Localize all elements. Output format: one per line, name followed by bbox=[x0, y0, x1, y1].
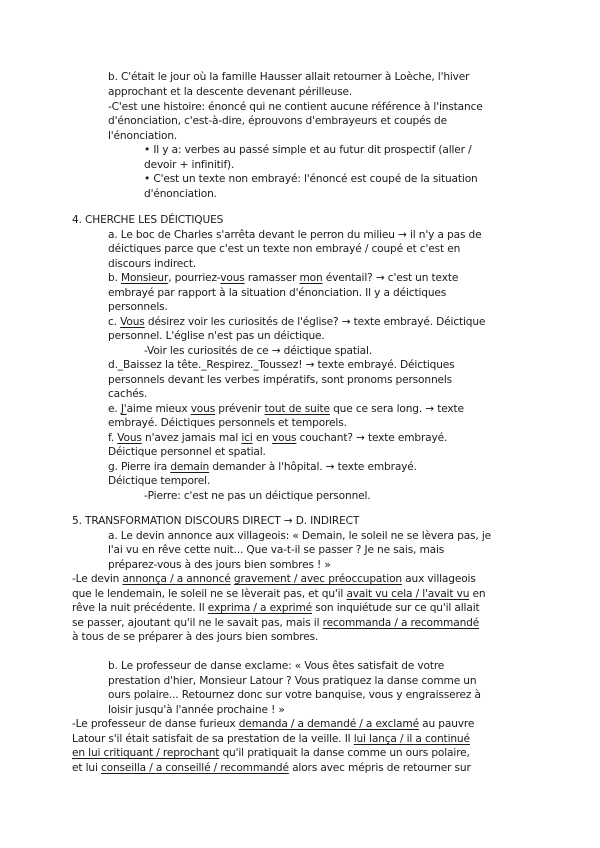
bullet-line: • Il y a: verbes au passé simple et au futur dit prospectif (aller / bbox=[144, 144, 472, 156]
text-line: déictiques parce que c'est un texte non embrayé / coupé et c'est en bbox=[108, 243, 461, 255]
text-line: d'énonciation. bbox=[144, 188, 217, 200]
section-heading: 5. TRANSFORMATION DISCOURS DIRECT → D. INDIRECT bbox=[72, 515, 360, 527]
text-line: que le lendemain, le soleil ne se lèverait pas, et qu'il avait vu cela / l'avait vu en bbox=[72, 588, 486, 600]
text-line: -Pierre: c'est ne pas un déictique personnel. bbox=[144, 490, 371, 502]
text-line: devoir + infinitif). bbox=[144, 159, 235, 171]
text-line: -Le professeur de danse furieux demanda / a demandé / a exclamé au pauvre bbox=[72, 718, 475, 730]
text-line: d'énonciation, c'est-à-dire, éprouvons d'embrayeurs et coupés de bbox=[108, 115, 447, 127]
text-line: d._Baissez la tête._Respirez._Toussez! → texte embrayé. Déictiques bbox=[108, 359, 455, 371]
text-line: -C'est une histoire: énoncé qui ne contient aucune référence à l'instance bbox=[108, 101, 483, 113]
text-line: b. Monsieur, pourriez-vous ramasser mon éventail? → c'est un texte bbox=[108, 272, 459, 284]
text-line: a. Le boc de Charles s'arrêta devant le perron du milieu → il n'y a pas de bbox=[108, 229, 482, 241]
text-line: Déictique temporel. bbox=[108, 475, 211, 487]
text-line: a. Le devin annonce aux villageois: « Demain, le soleil ne se lèvera pas, je bbox=[108, 530, 492, 542]
section-heading: 4. CHERCHE LES DÉICTIQUES bbox=[72, 214, 224, 226]
text-line: rêve la nuit précédente. Il exprima / a exprimé son inquiétude sur ce qu'il allait bbox=[72, 602, 480, 614]
text-line: à tous de se préparer à des jours bien sombres. bbox=[72, 631, 319, 643]
text-line: e. J'aime mieux vous prévenir tout de suite que ce sera long. → texte bbox=[108, 403, 464, 415]
text-line: cachés. bbox=[108, 388, 148, 400]
text-line: Déictique personnel et spatial. bbox=[108, 446, 266, 458]
text-line: -Le devin annonça / a annoncé gravement / avec préoccupation aux villageois bbox=[72, 573, 476, 585]
text-line: -Voir les curiosités de ce → déictique spatial. bbox=[144, 345, 373, 357]
text-line: f. Vous n'avez jamais mal ici en vous couchant? → texte embrayé. bbox=[108, 432, 448, 444]
text-line: préparez-vous à des jours bien sombres ! » bbox=[108, 559, 331, 571]
text-line: l'énonciation. bbox=[108, 130, 178, 142]
text-line: loisir jusqu'à l'année prochaine ! » bbox=[108, 704, 285, 716]
text-line: g. Pierre ira demain demander à l'hôpital. → texte embrayé. bbox=[108, 461, 417, 473]
text-line: prestation d'hier, Monsieur Latour ? Vous pratiquez la danse comme un bbox=[108, 675, 477, 687]
text-line: et lui conseilla / a conseillé / recommandé alors avec mépris de retourner sur bbox=[72, 762, 471, 774]
text-line: se passer, ajoutant qu'il ne le savait pas, mais il recommanda / a recommandé bbox=[72, 617, 480, 629]
text-line: personnels devant les verbes impératifs, sont pronoms personnels bbox=[108, 374, 453, 386]
text-line: Latour s'il était satisfait de sa prestation de la veille. Il lui lança / il a continué bbox=[72, 733, 470, 745]
text-line: l'ai vu en rêve cette nuit... Que va-t-il se passer ? Je ne sais, mais bbox=[108, 544, 445, 556]
text-line: discours indirect. bbox=[108, 258, 197, 270]
text-line: en lui critiquant / reprochant qu'il pratiquait la danse comme un ours polaire, bbox=[72, 747, 470, 759]
text-line: embrayé. Déictiques personnels et temporels. bbox=[108, 417, 347, 429]
text-line: ours polaire... Retournez donc sur votre banquise, vous y engraisserez à bbox=[108, 689, 481, 701]
bullet-line: • C'est un texte non embrayé: l'énoncé est coupé de la situation bbox=[144, 173, 478, 185]
text-line: personnels. bbox=[108, 301, 168, 313]
text-line: approchant et la descente devenant périlleuse. bbox=[108, 86, 353, 98]
text-line: b. C'était le jour où la famille Hausser allait retourner à Loèche, l'hiver bbox=[108, 71, 470, 83]
text-line: c. Vous désirez voir les curiosités de l'église? → texte embrayé. Déictique bbox=[108, 316, 486, 328]
text-line: personnel. L'église n'est pas un déictique. bbox=[108, 330, 325, 342]
text-line: embrayé par rapport à la situation d'énonciation. Il y a déictiques bbox=[108, 287, 447, 299]
text-line: b. Le professeur de danse exclame: « Vous êtes satisfait de votre bbox=[108, 660, 445, 672]
